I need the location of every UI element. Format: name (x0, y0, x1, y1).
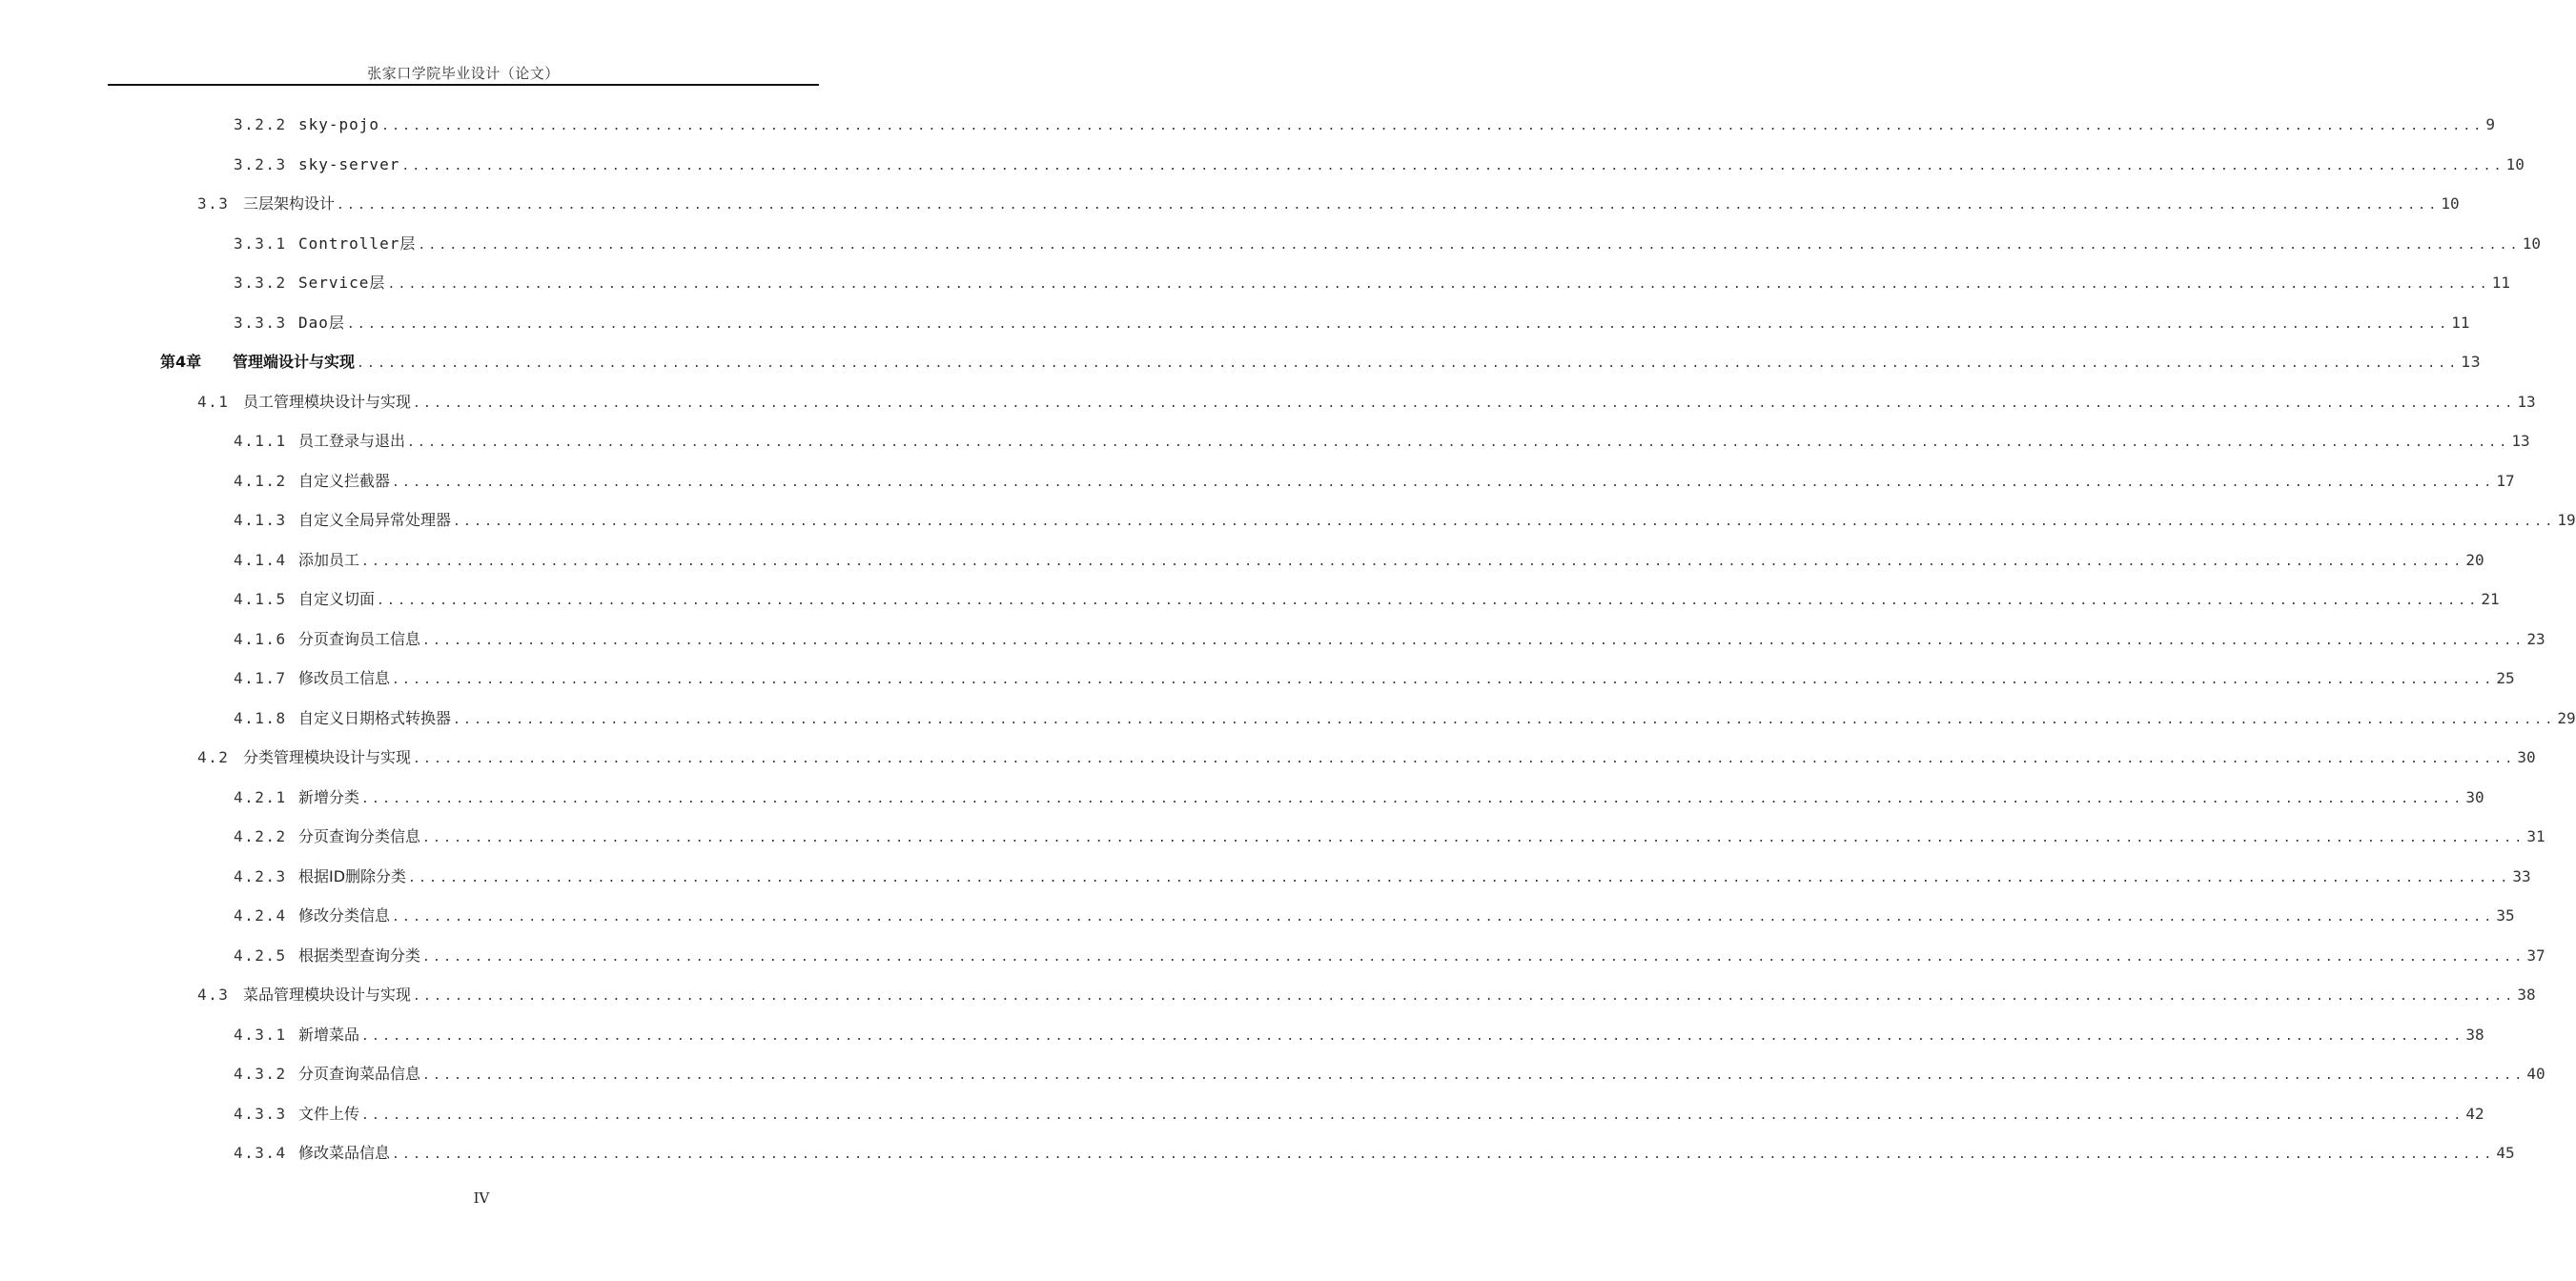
toc-entry-title: 根据类型查询分类 (298, 946, 421, 965)
dot-leader: ........................................................................................................................................................................................................ (413, 396, 2516, 411)
toc-entry-number: 4.1.4 (234, 550, 287, 569)
dot-leader: ........................................................................................................................................................................................................ (337, 198, 2440, 213)
dot-leader: ........................................................................................................................................................................................................ (413, 752, 2516, 766)
toc-chapter-entry[interactable] (160, 350, 2481, 375)
dot-leader: ........................................................................................................................................................................................................ (387, 277, 2490, 292)
toc-entry-title: 自定义拦截器 (298, 471, 391, 490)
toc-entry-number: 第4章 (160, 353, 202, 371)
toc-entry-number: 4.1.1 (234, 432, 287, 450)
toc-entry-number: 4.1.3 (234, 511, 287, 529)
toc-entry[interactable] (234, 706, 2576, 731)
dot-leader: ........................................................................................................................................................................................................ (346, 316, 2450, 332)
toc-entry-title: 文件上传 (298, 1104, 360, 1123)
page-header: 张家口学院毕业设计（论文） (367, 65, 560, 82)
toc-entry[interactable] (234, 1102, 2484, 1127)
toc-entry-title: 员工登录与退出 (298, 432, 406, 450)
dot-leader: ........................................................................................................................................................................................................ (422, 633, 2525, 648)
toc-entry-page: 45 (2496, 1144, 2515, 1162)
toc-entry-page: 35 (2496, 906, 2515, 925)
toc-entry-title: sky-server (298, 154, 400, 173)
toc-entry-number: 4.2.1 (234, 787, 287, 806)
toc-entry-number: 4.2 (197, 748, 230, 766)
dot-leader: ........................................................................................................................................................................................................ (422, 1068, 2525, 1083)
toc-entry-title: 修改菜品信息 (298, 1144, 391, 1162)
toc-entry[interactable] (234, 1023, 2484, 1047)
toc-entry-page: 21 (2481, 590, 2500, 608)
toc-entry-page: 40 (2526, 1065, 2545, 1083)
toc-entry-page: 38 (2465, 1025, 2484, 1044)
toc-entry[interactable] (234, 627, 2545, 652)
toc-entry-page: 11 (2451, 313, 2470, 332)
toc-entry-title: 分页查询菜品信息 (298, 1065, 421, 1083)
toc-entry-title: 菜品管理模块设计与实现 (243, 986, 412, 1004)
toc-entry-page: 10 (2441, 194, 2460, 213)
toc-entry[interactable] (234, 666, 2515, 691)
toc-entry-page: 13 (2517, 392, 2536, 411)
toc-entry[interactable] (234, 429, 2530, 454)
toc-entry[interactable] (234, 508, 2576, 533)
toc-entry[interactable] (197, 192, 2460, 216)
toc-entry-page: 13 (2511, 432, 2530, 450)
toc-entry-title: 根据ID删除分类 (298, 866, 407, 885)
dot-leader: ........................................................................................................................................................................................................ (381, 119, 2484, 133)
dot-leader: ........................................................................................................................................................................................................ (453, 515, 2556, 529)
toc-entry-title: 添加员工 (298, 550, 360, 569)
toc-entry-page: 29 (2557, 708, 2576, 727)
toc-entry-number: 4.3 (197, 986, 230, 1004)
toc-entry[interactable] (234, 152, 2525, 177)
toc-entry-page: 19 (2557, 511, 2576, 529)
toc-entry-page: 31 (2526, 827, 2545, 845)
toc-entry-number: 4.2.4 (234, 906, 287, 925)
dot-leader: ........................................................................................................................................................................................................ (361, 1108, 2464, 1123)
header-rule (108, 84, 819, 86)
toc-entry[interactable] (234, 587, 2500, 612)
toc-entry-number: 4.1.8 (234, 708, 287, 727)
toc-entry[interactable] (234, 311, 2470, 336)
toc-entry[interactable] (197, 390, 2536, 415)
toc-entry-title: 员工管理模块设计与实现 (243, 392, 412, 411)
toc-entry-title: 修改员工信息 (298, 669, 391, 687)
dot-leader: ........................................................................................................................................................................................................ (407, 436, 2510, 450)
toc-entry-title: 分类管理模块设计与实现 (243, 748, 412, 766)
toc-entry-number: 4.1.2 (234, 471, 287, 490)
dot-leader: ........................................................................................................................................................................................................ (408, 870, 2511, 885)
toc-entry[interactable] (234, 824, 2545, 849)
toc-entry-number: 4.2.5 (234, 946, 287, 965)
toc-entry-page: 13 (2461, 353, 2481, 371)
toc-entry-page: 38 (2517, 986, 2536, 1004)
toc-entry[interactable] (234, 548, 2484, 573)
toc-entry-page: 23 (2526, 629, 2545, 648)
toc-entry-number: 4.3.3 (234, 1104, 287, 1123)
toc-entry-title: Controller层 (298, 234, 417, 253)
toc-entry[interactable] (234, 944, 2545, 968)
dot-leader: ........................................................................................................................................................................................................ (392, 673, 2495, 687)
toc-entry-title: 新增分类 (298, 787, 360, 806)
toc-entry-page: 9 (2485, 115, 2496, 133)
toc-entry-number: 3.2.2 (234, 115, 287, 133)
toc-entry-title: 分页查询员工信息 (298, 629, 421, 648)
toc-entry-title: 新增菜品 (298, 1025, 360, 1044)
toc-entry-number: 3.3.2 (234, 274, 287, 292)
toc-entry-number: 4.2.2 (234, 827, 287, 845)
toc-entry[interactable] (234, 232, 2541, 256)
toc-entry[interactable] (197, 745, 2536, 770)
toc-entry-title: Dao层 (298, 313, 345, 332)
toc-entry[interactable] (234, 1062, 2545, 1087)
toc-entry[interactable] (234, 271, 2511, 295)
dot-leader: ........................................................................................................................................................................................................ (392, 475, 2495, 490)
toc-entry-number: 3.3 (197, 194, 230, 213)
toc-entry-title: 自定义日期格式转换器 (298, 708, 452, 727)
toc-entry-page: 17 (2496, 471, 2515, 490)
toc-entry[interactable] (234, 864, 2531, 889)
toc-entry-page: 11 (2491, 274, 2511, 292)
toc-entry[interactable] (197, 983, 2536, 1007)
toc-entry[interactable] (234, 904, 2515, 928)
toc-entry[interactable] (234, 785, 2484, 810)
dot-leader: ........................................................................................................................................................................................................ (361, 791, 2464, 806)
toc-entry-title: 自定义切面 (298, 590, 376, 608)
dot-leader: ........................................................................................................................................................................................................ (413, 989, 2516, 1004)
dot-leader: ........................................................................................................................................................................................................ (453, 712, 2556, 727)
toc-entry-number: 4.3.1 (234, 1025, 287, 1044)
toc-entry[interactable] (234, 112, 2496, 137)
toc-entry-title: 管理端设计与实现 (233, 353, 356, 371)
toc-entry-number: 4.1 (197, 392, 230, 411)
toc-entry-page: 10 (2522, 234, 2541, 253)
dot-leader: ........................................................................................................................................................................................................ (377, 594, 2480, 608)
dot-leader: ........................................................................................................................................................................................................ (422, 831, 2525, 845)
toc-entry-page: 37 (2526, 946, 2545, 965)
toc-entry-title: 修改分类信息 (298, 906, 391, 925)
toc-entry-number: 4.1.6 (234, 629, 287, 648)
toc-entry-page: 42 (2465, 1104, 2484, 1123)
toc-entry-number: 4.1.5 (234, 590, 287, 608)
toc-entry-title: 三层架构设计 (243, 194, 336, 213)
page-number: IV (473, 1190, 490, 1207)
toc-entry-title: sky-pojo (298, 115, 380, 133)
toc-entry-page: 33 (2512, 866, 2531, 885)
toc-entry-title: 自定义全局异常处理器 (298, 511, 452, 529)
toc-entry[interactable] (234, 1141, 2515, 1166)
toc-entry-number: 3.2.3 (234, 154, 287, 173)
toc-entry-number: 3.3.1 (234, 234, 287, 253)
toc-entry[interactable] (234, 469, 2515, 494)
toc-entry-number: 4.3.4 (234, 1144, 287, 1162)
toc-entry-page: 20 (2465, 550, 2484, 569)
toc-entry-page: 30 (2517, 748, 2536, 766)
toc-entry-number: 4.2.3 (234, 866, 287, 885)
dot-leader: ........................................................................................................................................................................................................ (392, 1148, 2495, 1162)
dot-leader: ........................................................................................................................................................................................................ (401, 158, 2504, 173)
toc-entry-number: 4.3.2 (234, 1065, 287, 1083)
dot-leader: ........................................................................................................................................................................................................ (392, 910, 2495, 925)
dot-leader: ........................................................................................................................................................................................................ (418, 237, 2521, 253)
toc-entry-page: 10 (2505, 154, 2525, 173)
toc-entry-title: Service层 (298, 274, 386, 292)
toc-entry-page: 25 (2496, 669, 2515, 687)
toc-entry-number: 4.1.7 (234, 669, 287, 687)
toc-entry-page: 30 (2465, 787, 2484, 806)
dot-leader: ........................................................................................................................................................................................................ (361, 554, 2464, 569)
dot-leader: ........................................................................................................................................................................................................ (422, 949, 2525, 965)
toc-entry-title: 分页查询分类信息 (298, 827, 421, 845)
toc-entry-number: 3.3.3 (234, 313, 287, 332)
dot-leader: ........................................................................................................................................................................................................ (361, 1028, 2464, 1044)
dot-leader: ........................................................................................................................................................................................................ (357, 356, 2460, 371)
